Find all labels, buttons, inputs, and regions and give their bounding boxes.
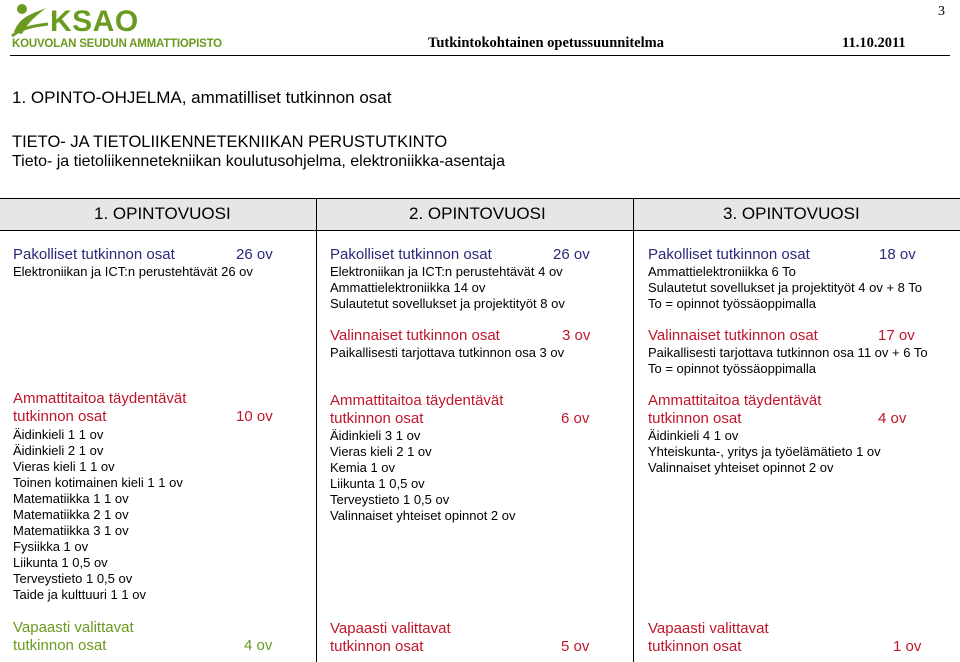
- page-number: 3: [938, 4, 945, 19]
- list-item: Elektroniikan ja ICT:n perustehtävät 4 ov: [330, 264, 563, 279]
- vapaasti-heading: Vapaasti valittavat: [648, 620, 769, 637]
- pakolliset-heading: Pakolliset tutkinnon osat: [330, 246, 492, 263]
- list-item: Vieras kieli 2 1 ov: [330, 444, 432, 459]
- list-item: Liikunta 1 0,5 ov: [13, 555, 108, 570]
- pakolliset-credits: 26 ov: [553, 246, 590, 263]
- logo-subtitle: KOUVOLAN SEUDUN AMMATTIOPISTO: [12, 38, 222, 50]
- pakolliset-heading: Pakolliset tutkinnon osat: [648, 246, 810, 263]
- list-item: Ammattielektroniikka 14 ov: [330, 280, 486, 295]
- list-item: Taide ja kulttuuri 1 1 ov: [13, 587, 146, 602]
- list-item: Äidinkieli 2 1 ov: [13, 443, 104, 458]
- header-divider: [10, 55, 950, 56]
- ksao-logo-icon: [10, 2, 50, 38]
- taydentavat-heading-2: tutkinnon osat: [330, 410, 424, 427]
- valinnaiset-heading: Valinnaiset tutkinnon osat: [648, 327, 818, 344]
- taydentavat-heading-2: tutkinnon osat: [648, 410, 742, 427]
- list-item: Matematiikka 2 1 ov: [13, 507, 129, 522]
- list-item: Kemia 1 ov: [330, 460, 396, 475]
- list-item: Matematiikka 3 1 ov: [13, 523, 129, 538]
- list-item: Toinen kotimainen kieli 1 1 ov: [13, 475, 183, 490]
- program-title: Tieto- ja tietoliikennetekniikan koulutusohjelma, elektroniikka-asentaja: [12, 153, 506, 170]
- list-item: Liikunta 1 0,5 ov: [330, 476, 425, 491]
- list-item: Paikallisesti tarjottava tutkinnon osa 3 ov: [330, 345, 565, 360]
- list-item: Matematiikka 1 1 ov: [13, 491, 129, 506]
- list-item: Äidinkieli 3 1 ov: [330, 428, 421, 443]
- list-item: Terveystieto 1 0,5 ov: [13, 571, 133, 586]
- column-divider-2: [633, 198, 634, 662]
- list-item: To = opinnot työssäoppimalla: [648, 361, 817, 376]
- year-header-1: 1. OPINTOVUOSI: [94, 204, 231, 223]
- vapaasti-heading-2: tutkinnon osat: [330, 638, 424, 655]
- list-item: Yhteiskunta-, yritys ja työelämätieto 1 ov: [648, 444, 881, 459]
- document-title: Tutkintokohtainen opetussuunnitelma: [428, 35, 664, 51]
- list-item: Terveystieto 1 0,5 ov: [330, 492, 450, 507]
- list-item: Fysiikka 1 ov: [13, 539, 89, 554]
- list-item: Sulautetut sovellukset ja projektityöt 8 ov: [330, 296, 565, 311]
- taydentavat-heading: Ammattitaitoa täydentävät: [13, 390, 187, 407]
- list-item: Sulautetut sovellukset ja projektityöt 4 ov + 8 To: [648, 280, 923, 295]
- list-item: Äidinkieli 1 1 ov: [13, 427, 104, 442]
- pakolliset-credits: 18 ov: [879, 246, 916, 263]
- taydentavat-credits: 10 ov: [236, 408, 273, 425]
- list-item: To = opinnot työssäoppimalla: [648, 296, 817, 311]
- logo-wordmark: KSAO: [50, 5, 139, 38]
- column-divider-1: [316, 198, 317, 662]
- taydentavat-heading-2: tutkinnon osat: [13, 408, 107, 425]
- taydentavat-heading: Ammattitaitoa täydentävät: [648, 392, 822, 409]
- vapaasti-heading: Vapaasti valittavat: [13, 619, 134, 636]
- document-date: 11.10.2011: [842, 35, 906, 51]
- taydentavat-credits: 4 ov: [878, 410, 907, 427]
- vapaasti-heading-2: tutkinnon osat: [648, 638, 742, 655]
- valinnaiset-credits: 3 ov: [562, 327, 591, 344]
- list-item: Elektroniikan ja ICT:n perustehtävät 26 ov: [13, 264, 253, 279]
- vapaasti-credits: 1 ov: [893, 638, 922, 655]
- section-title: 1. OPINTO-OHJELMA, ammatilliset tutkinnon osat: [12, 88, 392, 107]
- vapaasti-credits: 5 ov: [561, 638, 590, 655]
- degree-title: TIETO- JA TIETOLIIKENNETEKNIIKAN PERUSTUTKINTO: [12, 133, 448, 151]
- year-header-2: 2. OPINTOVUOSI: [409, 204, 546, 223]
- vapaasti-heading-2: tutkinnon osat: [13, 637, 107, 654]
- valinnaiset-credits: 17 ov: [878, 327, 915, 344]
- list-item: Valinnaiset yhteiset opinnot 2 ov: [330, 508, 516, 523]
- taydentavat-heading: Ammattitaitoa täydentävät: [330, 392, 504, 409]
- vapaasti-heading: Vapaasti valittavat: [330, 620, 451, 637]
- year-header-3: 3. OPINTOVUOSI: [723, 204, 860, 223]
- pakolliset-credits: 26 ov: [236, 246, 273, 263]
- valinnaiset-heading: Valinnaiset tutkinnon osat: [330, 327, 500, 344]
- list-item: Vieras kieli 1 1 ov: [13, 459, 115, 474]
- pakolliset-heading: Pakolliset tutkinnon osat: [13, 246, 175, 263]
- list-item: Paikallisesti tarjottava tutkinnon osa 11 ov + 6 To: [648, 345, 928, 360]
- list-item: Valinnaiset yhteiset opinnot 2 ov: [648, 460, 834, 475]
- list-item: Äidinkieli 4 1 ov: [648, 428, 739, 443]
- taydentavat-credits: 6 ov: [561, 410, 590, 427]
- vapaasti-credits: 4 ov: [244, 637, 273, 654]
- list-item: Ammattielektroniikka 6 To: [648, 264, 796, 279]
